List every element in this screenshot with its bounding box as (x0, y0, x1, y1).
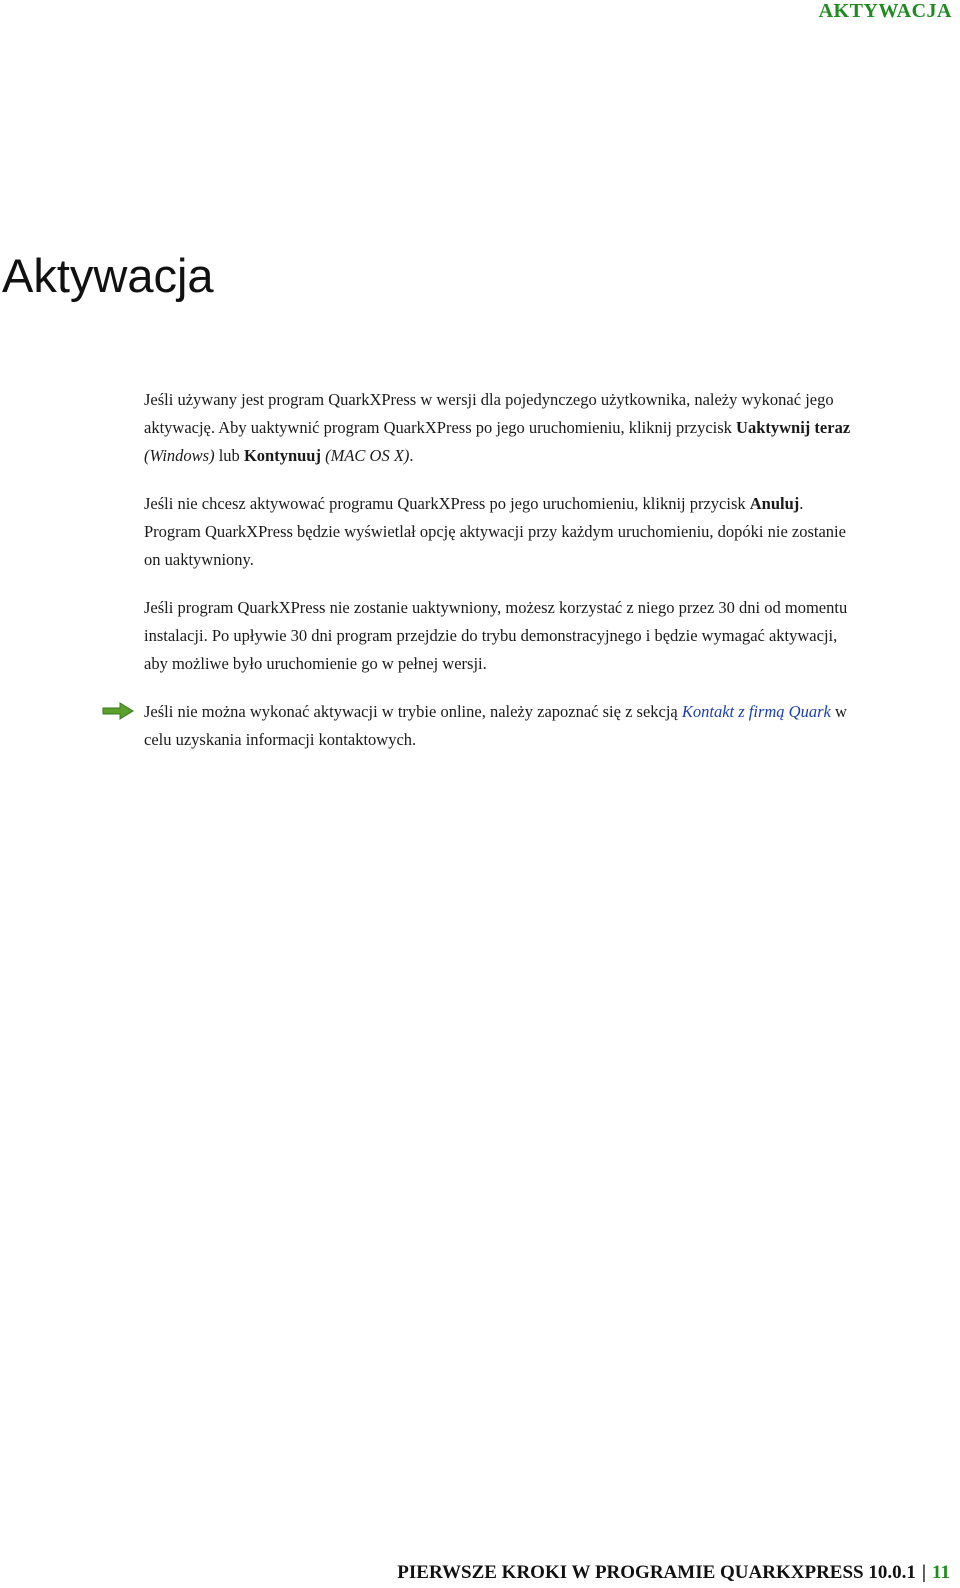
text-run: . Program QuarkXPress będzie wyświetlał opcję aktywacji przy każdym uruchomieniu, dopóki nie zostanie on uaktywniony. (144, 494, 846, 569)
page-title: Aktywacja (2, 249, 214, 302)
text-run: Jeśli nie chcesz aktywować programu QuarkXPress po jego uruchomieniu, kliknij przycisk (144, 494, 750, 513)
text-run: w celu uzyskania informacji kontaktowych. (144, 702, 847, 749)
platform-windows: (Windows) (144, 446, 215, 465)
main-content (144, 386, 864, 774)
text-run: Jeśli nie można wykonać aktywacji w trybie online, należy zapoznać się z sekcją (144, 702, 682, 721)
footer-separator: | (921, 1562, 927, 1583)
page-number: 11 (932, 1562, 950, 1583)
paragraph-trial-period: Jeśli program QuarkXPress nie zostanie uaktywniony, możesz korzystać z niego przez 30 dni od momentu instalacji. Po upływie 30 dni program przejdzie do trybu demonstracyjnego i będzie wymagać aktywacji, aby możliwe było uruchomienie go w pełnej wersji. (144, 598, 848, 673)
note-offline-activation (144, 698, 864, 754)
cancel-button-ref: Anuluj (749, 494, 800, 513)
page-footer (397, 1562, 950, 1584)
running-header-section: AKTYWACJA (818, 0, 952, 22)
text-run: . (409, 446, 414, 465)
text-run: lub (214, 446, 244, 465)
platform-mac: (MAC OS X) (320, 446, 410, 465)
contact-quark-link[interactable]: Kontakt z firmą Quark (681, 702, 831, 721)
continue-button-ref: Kontynuuj (243, 446, 321, 465)
text-run: Jeśli używany jest program QuarkXPress w wersji dla pojedynczego użytkownika, należy wykonać jego aktywację. Aby uaktywnić program QuarkXPress po jego uruchomieniu, kliknij przycisk (144, 390, 834, 437)
paragraph-cancel (144, 490, 864, 574)
activate-now-button-ref: Uaktywnij teraz (736, 418, 851, 437)
paragraph-activation-intro (144, 386, 864, 470)
footer-book-title: PIERWSZE KROKI W PROGRAMIE QUARKXPRESS 10.0.1 (397, 1562, 916, 1583)
arrow-right-icon (102, 702, 134, 720)
